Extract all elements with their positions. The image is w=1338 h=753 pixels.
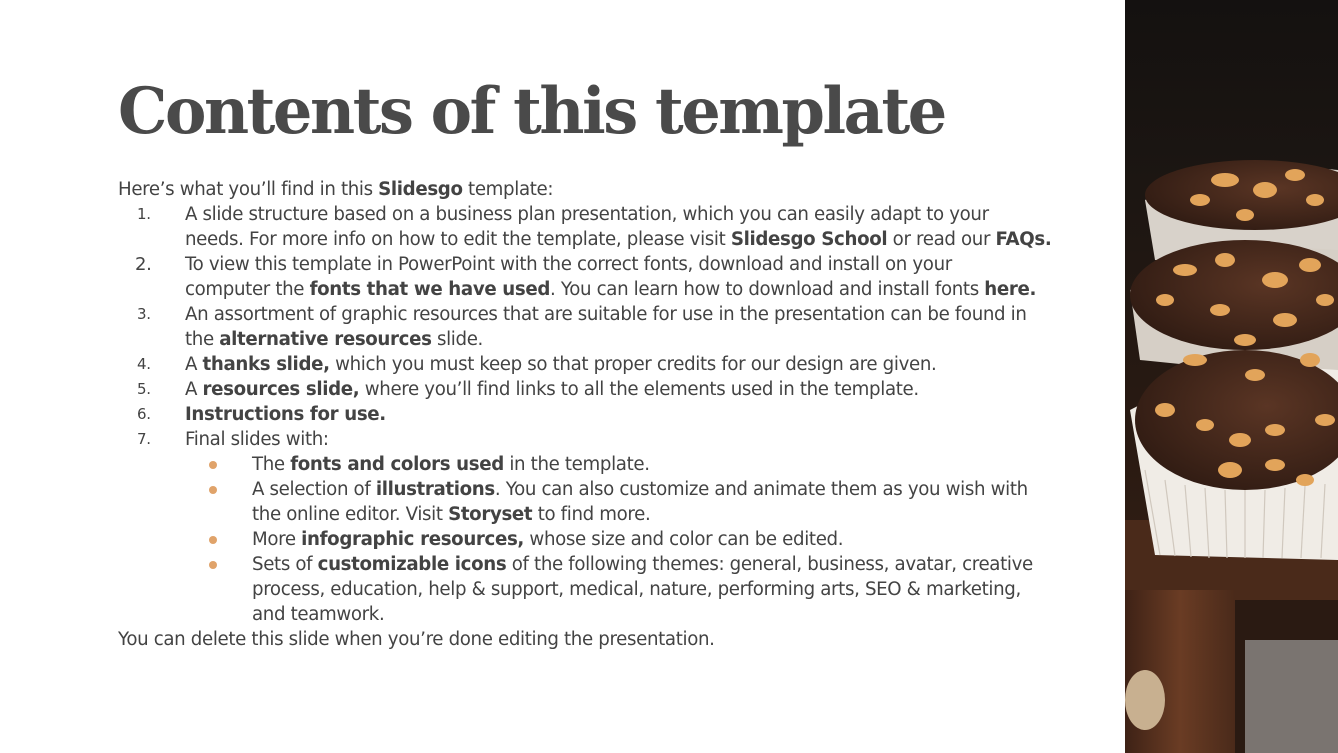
text-run: to find more. bbox=[532, 504, 651, 525]
numbered-item bbox=[118, 427, 1118, 452]
contents-body bbox=[118, 177, 1118, 652]
text-line bbox=[252, 577, 1118, 602]
item-number: 5. bbox=[137, 380, 151, 398]
bullet-list bbox=[118, 452, 1118, 627]
text-line bbox=[185, 252, 1118, 277]
text-run: needs. For more info on how to edit the template, please visit bbox=[185, 229, 731, 250]
bold-text: FAQs. bbox=[995, 229, 1052, 250]
muffin-photo bbox=[1125, 0, 1338, 753]
bold-text: customizable icons bbox=[317, 554, 507, 575]
text-line bbox=[185, 202, 1118, 227]
text-run: process, education, help & support, medical, nature, performing arts, SEO & marketing, bbox=[252, 579, 1021, 600]
slide-title: Contents of this template bbox=[118, 74, 945, 149]
text-line bbox=[252, 477, 1118, 502]
text-line bbox=[252, 552, 1118, 577]
text-line bbox=[185, 277, 1118, 302]
text-run: computer the bbox=[185, 279, 310, 300]
text-line bbox=[252, 452, 1118, 477]
text-line bbox=[252, 602, 1118, 627]
text-line bbox=[185, 327, 1118, 352]
numbered-item bbox=[118, 352, 1118, 377]
bold-text: alternative resources bbox=[219, 329, 432, 350]
text-run: Final slides with: bbox=[185, 429, 329, 450]
text-run: and teamwork. bbox=[252, 604, 385, 625]
numbered-item bbox=[118, 302, 1118, 352]
text-line bbox=[252, 527, 1118, 552]
muffin-photo-illustration bbox=[1125, 0, 1338, 753]
text-run: A bbox=[185, 354, 203, 375]
bold-text: here. bbox=[984, 279, 1037, 300]
bold-text: resources slide, bbox=[202, 379, 360, 400]
numbered-list bbox=[118, 202, 1118, 452]
item-number: 3. bbox=[137, 305, 151, 323]
bullet-dot-icon bbox=[209, 486, 217, 494]
footer-note: You can delete this slide when you’re done editing the presentation. bbox=[118, 629, 715, 650]
intro-text-end: template: bbox=[462, 179, 554, 200]
bold-text: fonts that we have used bbox=[309, 279, 551, 300]
bullet-dot-icon bbox=[209, 461, 217, 469]
text-line bbox=[185, 402, 1118, 427]
bold-text: Storyset bbox=[448, 504, 533, 525]
bullet-dot-icon bbox=[209, 536, 217, 544]
bullet-dot-icon bbox=[209, 561, 217, 569]
text-run: A bbox=[185, 379, 203, 400]
text-line bbox=[185, 352, 1118, 377]
bold-text: infographic resources, bbox=[301, 529, 524, 550]
text-line bbox=[185, 227, 1118, 252]
text-run: slide. bbox=[431, 329, 483, 350]
text-run: A slide structure based on a business plan presentation, which you can easily adapt to your bbox=[185, 204, 989, 225]
text-run: the bbox=[185, 329, 220, 350]
text-run: the online editor. Visit bbox=[252, 504, 449, 525]
text-run: . You can learn how to download and install fonts bbox=[550, 279, 985, 300]
bullet-item bbox=[118, 452, 1118, 477]
text-run: which you must keep so that proper credits for our design are given. bbox=[329, 354, 937, 375]
bold-text: fonts and colors used bbox=[290, 454, 504, 475]
text-run: . You can also customize and animate them as you wish with bbox=[494, 479, 1028, 500]
bold-text: Slidesgo School bbox=[730, 229, 888, 250]
text-run: The bbox=[252, 454, 291, 475]
numbered-item bbox=[118, 252, 1118, 302]
text-line bbox=[185, 302, 1118, 327]
text-run: A selection of bbox=[252, 479, 376, 500]
numbered-item bbox=[118, 377, 1118, 402]
text-run: More bbox=[252, 529, 302, 550]
numbered-item bbox=[118, 202, 1118, 252]
text-run: whose size and color can be edited. bbox=[523, 529, 844, 550]
item-number: 6. bbox=[137, 405, 151, 423]
text-run: An assortment of graphic resources that are suitable for use in the presentation can be found in bbox=[185, 304, 1027, 325]
intro-brand: Slidesgo bbox=[378, 179, 463, 200]
text-line bbox=[185, 377, 1118, 402]
text-run: in the template. bbox=[503, 454, 650, 475]
text-line bbox=[252, 502, 1118, 527]
item-number: 1. bbox=[137, 205, 151, 223]
bold-text: Instructions for use. bbox=[185, 404, 386, 425]
bold-text: illustrations bbox=[375, 479, 495, 500]
bullet-item bbox=[118, 477, 1118, 527]
item-number: 7. bbox=[137, 430, 151, 448]
numbered-item bbox=[118, 402, 1118, 427]
intro-text: Here’s what you’ll find in this bbox=[118, 179, 379, 200]
text-line bbox=[185, 427, 1118, 452]
text-run: To view this template in PowerPoint with the correct fonts, download and install on your bbox=[185, 254, 952, 275]
text-run: or read our bbox=[887, 229, 996, 250]
bold-text: thanks slide, bbox=[202, 354, 330, 375]
intro-line bbox=[118, 177, 1118, 202]
text-run: where you’ll find links to all the elements used in the template. bbox=[359, 379, 919, 400]
bullet-item bbox=[118, 527, 1118, 552]
item-number: 2. bbox=[135, 254, 152, 275]
item-number: 4. bbox=[137, 355, 151, 373]
text-run: of the following themes: general, business, avatar, creative bbox=[506, 554, 1033, 575]
text-run: Sets of bbox=[252, 554, 318, 575]
bullet-item bbox=[118, 552, 1118, 627]
